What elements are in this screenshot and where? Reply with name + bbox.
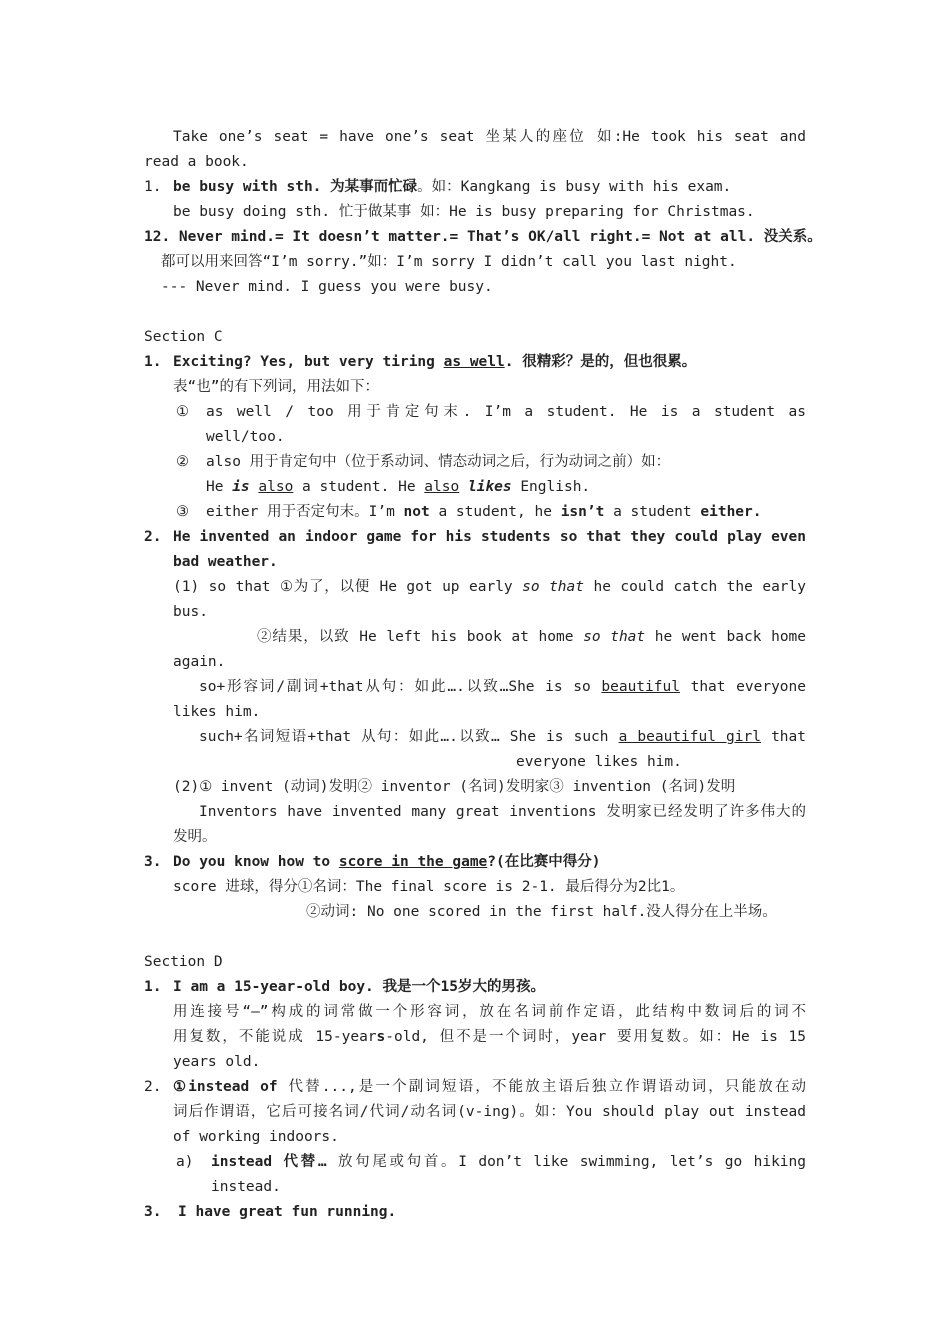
text-line: instead.: [211, 1179, 281, 1195]
underlined-phrase: score in the game: [338, 854, 488, 870]
section-heading: Section D: [144, 954, 223, 970]
text-line: as well / too 用于肯定句末. I’m a student. He is a student as: [206, 404, 806, 420]
phrase-heading: [173, 350, 696, 375]
text-span: he went back home: [645, 629, 806, 645]
list-letter: a): [176, 1154, 194, 1170]
underlined-phrase: a beautiful girl: [618, 729, 761, 745]
phrase-heading: He invented an indoor game for his students so that they could play even: [173, 529, 806, 545]
text-span: either 用于否定句末。I’m: [206, 504, 404, 520]
text-span: [459, 479, 468, 495]
list-number: 1.: [144, 979, 162, 995]
bold-word: either.: [700, 504, 762, 520]
text-line: (2)① invent (动词)发明② inventor (名词)发明家③ invention (名词)发明: [173, 779, 736, 795]
text-span: (1) so that ①为了，以便 He got up early: [173, 579, 523, 595]
text-line: [173, 1025, 806, 1050]
text-span: Exciting? Yes, but very tiring: [173, 354, 444, 370]
text-line: [199, 725, 806, 750]
phrase-heading: 12. Never mind.= It doesn’t matter.= That’s OK/all right.= Not at all. 没关系。: [144, 229, 822, 245]
text-line: [173, 175, 731, 200]
text-line: [173, 1075, 806, 1100]
italic-phrase: so that: [583, 629, 646, 645]
text-line: [257, 625, 806, 650]
text-span: -old, 但不是一个词时，year 要用复数。如：He is 15: [385, 1029, 806, 1045]
text-span: a student: [604, 504, 701, 520]
text-span: ②结果，以致 He left his book at home: [257, 629, 584, 645]
emphasized-word: is: [232, 479, 250, 495]
phrase-heading: I am a 15-year-old boy. 我是一个15岁大的男孩。: [173, 979, 545, 995]
text-span: that: [760, 729, 806, 745]
text-span: ?(在比赛中得分): [487, 854, 601, 870]
text-line: 用连接号“—”构成的词常做一个形容词，放在名词前作定语，此结构中数词后的词不: [173, 1004, 806, 1020]
underlined-word: also: [258, 479, 294, 495]
text-span: He: [206, 479, 233, 495]
phrase-heading: [173, 850, 600, 875]
text-line: ②动词: No one scored in the first half.没人得分在上半场。: [306, 904, 777, 920]
list-number: 2.: [144, 529, 162, 545]
text-span: he could catch the early: [584, 579, 806, 595]
phrase-heading: be busy with sth. 为某事而忙碌: [173, 179, 418, 195]
list-number: 1.: [144, 354, 162, 370]
phrase-heading: bad weather.: [173, 554, 278, 570]
text-line: Take one’s seat = have one’s seat 坐某人的座位 如:He took his seat and: [173, 129, 806, 145]
text-span: such+名词短语+that 从句：如此….以致… She is such: [199, 729, 619, 745]
text-line: be busy doing sth. 忙于做某事 如：He is busy preparing for Christmas.: [173, 204, 755, 220]
circled-number: ③: [176, 504, 189, 520]
text-line: 发明。: [173, 829, 217, 845]
text-line: score 进球，得分①名词：The final score is 2-1. 最后得分为2比1。: [173, 879, 685, 895]
underlined-word: beautiful: [601, 679, 680, 695]
text-line: --- Never mind. I guess you were busy.: [161, 279, 493, 295]
circled-number: ①: [176, 404, 189, 420]
text-line: 词后作谓语，它后可接名词/代词/动名词(v-ing)。如：You should play out instead: [173, 1104, 806, 1120]
text-span: 放句尾或句首。I don’t like swimming, let’s go hiking: [326, 1154, 806, 1170]
text-span: . 很精彩？是的，但也很累。: [504, 354, 697, 370]
phrase-heading: I have great fun running.: [178, 1204, 397, 1220]
text-line: Inventors have invented many great inventions 发明家已经发明了许多伟大的: [199, 804, 806, 820]
text-line: bus.: [173, 604, 208, 620]
text-line: likes him.: [173, 704, 261, 720]
list-number: 3.: [144, 1204, 162, 1220]
text-line: of working indoors.: [173, 1129, 339, 1145]
phrase-heading: instead 代替…: [211, 1154, 327, 1170]
text-line: years old.: [173, 1054, 261, 1070]
list-number: 2.: [144, 1079, 162, 1095]
text-span: 用复数，不能说成 15-year: [173, 1029, 377, 1045]
text-line: read a book.: [144, 154, 249, 170]
text-line: [211, 1150, 806, 1175]
text-line: [199, 675, 806, 700]
list-number: 1.: [144, 179, 162, 195]
text-line: everyone likes him.: [516, 754, 682, 770]
italic-phrase: so that: [522, 579, 584, 595]
text-line: 都可以用来回答“I’m sorry.”如：I’m sorry I didn’t call you last night.: [161, 254, 737, 270]
text-span: English.: [511, 479, 591, 495]
circled-number: ②: [176, 454, 189, 470]
text-line: 表“也”的有下列词，用法如下：: [173, 379, 379, 395]
section-heading: Section C: [144, 329, 223, 345]
text-span: 代替...,是一个副词短语，不能放主语后独立作谓语动词，只能放在动: [277, 1079, 806, 1095]
text-span: that everyone: [679, 679, 806, 695]
bold-word: not: [403, 504, 430, 520]
text-line: well/too.: [206, 429, 285, 445]
phrase-heading: ①instead of: [173, 1079, 278, 1095]
text-span: Do you know how to: [173, 854, 339, 870]
emphasized-word: likes: [467, 479, 512, 495]
text-span: so+形容词/副词+that从句：如此….以致…She is so: [199, 679, 602, 695]
text-line: [206, 500, 761, 525]
underlined-phrase: as well: [443, 354, 505, 370]
text-line: also 用于肯定句中（位于系动词、情态动词之后，行为动词之前）如：: [206, 454, 671, 470]
bold-word: isn’t: [560, 504, 605, 520]
text-line: [173, 575, 806, 600]
text-line: [206, 475, 590, 500]
text-span: 。如：Kangkang is busy with his exam.: [417, 179, 732, 195]
bold-letter: s: [376, 1029, 386, 1045]
text-line: again.: [173, 654, 226, 670]
text-span: a student. He: [293, 479, 425, 495]
list-number: 3.: [144, 854, 162, 870]
text-span: a student, he: [429, 504, 561, 520]
underlined-word: also: [424, 479, 460, 495]
